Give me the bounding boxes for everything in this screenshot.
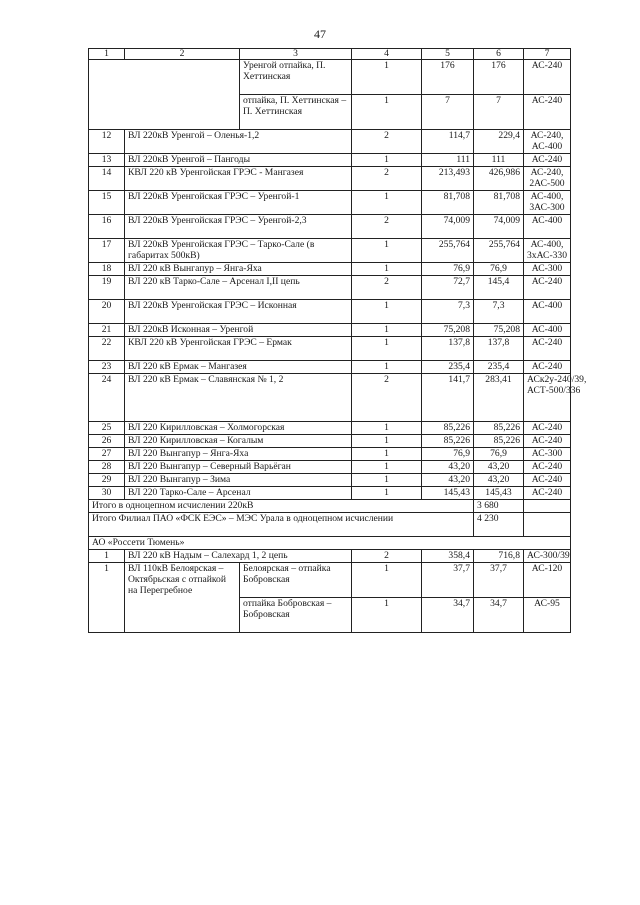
line-name: ВЛ 110кВ Белоярская – Октябрьская с отпайкой на Перегребное: [125, 563, 240, 633]
length-value: 75,208: [422, 324, 474, 337]
circuit-count: 1: [352, 563, 422, 598]
length-value: 76,9: [422, 448, 474, 461]
circuit-count: 1: [352, 324, 422, 337]
column-number: 7: [524, 49, 571, 60]
line-name: ВЛ 220 кВ Тарко-Сале – Арсенал I,II цепь: [125, 276, 352, 300]
wire-type: АС-240: [524, 337, 571, 361]
total-220-label: Итого в одноцепном исчислении 220кВ: [89, 500, 474, 513]
length-value: 74,009: [422, 215, 474, 239]
row-number: 20: [89, 300, 125, 324]
length-value: 34,7: [422, 598, 474, 633]
page-number: 47: [314, 27, 326, 41]
wire-type: АС-240, АС-400: [524, 130, 571, 154]
column-number: 1: [89, 49, 125, 60]
length-total: 235,4: [474, 361, 524, 374]
length-total: 255,764: [474, 239, 524, 263]
length-value: 141,7: [422, 374, 474, 422]
table-row: [89, 215, 571, 239]
line-name: ВЛ 220 кВ Вынгапур – Янга-Яха: [125, 263, 352, 276]
wire-type: АС-400: [524, 215, 571, 239]
line-name: ВЛ 220 кВ Ермак – Мангазея: [125, 361, 352, 374]
length-value: 255,764: [422, 239, 474, 263]
row-number: 26: [89, 435, 125, 448]
length-total: 145,4: [474, 276, 524, 300]
length-total: 137,8: [474, 337, 524, 361]
wire-type: АС-240: [524, 487, 571, 500]
circuit-count: 1: [352, 461, 422, 474]
row-number: 23: [89, 361, 125, 374]
row-number: 18: [89, 263, 125, 276]
table-row: [89, 300, 571, 324]
table-row: [89, 435, 571, 448]
line-name: ВЛ 220кВ Уренгойская ГРЭС – Уренгой-1: [125, 191, 352, 215]
row-number: 1: [89, 550, 125, 563]
table-row: [89, 191, 571, 215]
table-row: [89, 337, 571, 361]
length-total: 229,4: [474, 130, 524, 154]
table-row: [89, 448, 571, 461]
section-name: отпайка Бобровская – Бобровская: [240, 598, 352, 633]
total-branch-label: Итого Филиал ПАО «ФСК ЕЭС» – МЭС Урала в одноцепном исчислении: [89, 513, 474, 537]
circuit-count: 1: [352, 361, 422, 374]
circuit-count: 2: [352, 276, 422, 300]
length-value: 114,7: [422, 130, 474, 154]
wire-type: АС-400: [524, 324, 571, 337]
line-name: КВЛ 220 кВ Уренгойская ГРЭС – Ермак: [125, 337, 352, 361]
length-total: 37,7: [474, 563, 524, 598]
table-row: [89, 154, 571, 167]
wire-type: АС-240: [524, 422, 571, 435]
row-number: 24: [89, 374, 125, 422]
wire-type: АС-240: [524, 95, 571, 130]
wire-type: АС-120: [524, 563, 571, 598]
circuit-count: 2: [352, 215, 422, 239]
circuit-count: 1: [352, 487, 422, 500]
length-value: 145,43: [422, 487, 474, 500]
wire-type: АС-300/39: [524, 550, 571, 563]
table-row: [89, 563, 571, 598]
length-value: 85,226: [422, 435, 474, 448]
row-number: 17: [89, 239, 125, 263]
column-number-row: [89, 49, 571, 60]
table-row: [89, 167, 571, 191]
length-total: 85,226: [474, 422, 524, 435]
row-number: 21: [89, 324, 125, 337]
circuit-count: 1: [352, 435, 422, 448]
line-name: ВЛ 220 Тарко-Сале – Арсенал: [125, 487, 352, 500]
circuit-count: 1: [352, 448, 422, 461]
table-row: [89, 422, 571, 435]
length-total: 145,43: [474, 487, 524, 500]
length-total: 43,20: [474, 474, 524, 487]
length-value: 235,4: [422, 361, 474, 374]
table-row: [89, 550, 571, 563]
section-title: АО «Россети Тюмень»: [89, 537, 571, 550]
line-name: ВЛ 220кВ Исконная – Уренгой: [125, 324, 352, 337]
length-value: 37,7: [422, 563, 474, 598]
wire-type: АС-240: [524, 60, 571, 95]
wire-type: АС-240: [524, 474, 571, 487]
length-total: 74,009: [474, 215, 524, 239]
length-total: 111: [474, 154, 524, 167]
circuit-count: 1: [352, 95, 422, 130]
wire-type: АС-300: [524, 448, 571, 461]
section-name: Белоярская – отпайка Бобровская: [240, 563, 352, 598]
table-row: [89, 461, 571, 474]
line-name: ВЛ 220кВ Уренгой – Оленья-1,2: [125, 130, 352, 154]
row-number: 30: [89, 487, 125, 500]
row-number: 25: [89, 422, 125, 435]
length-total: 75,208: [474, 324, 524, 337]
length-value: 7: [422, 95, 474, 130]
table-row: [89, 263, 571, 276]
circuit-count: 2: [352, 167, 422, 191]
length-value: 81,708: [422, 191, 474, 215]
line-name: ВЛ 220кВ Уренгойская ГРЭС – Исконная: [125, 300, 352, 324]
length-value: 85,226: [422, 422, 474, 435]
table-row: [89, 361, 571, 374]
line-name: ВЛ 220кВ Уренгойская ГРЭС – Уренгой-2,3: [125, 215, 352, 239]
line-name: КВЛ 220 кВ Уренгойская ГРЭС - Мангазея: [125, 167, 352, 191]
circuit-count: 2: [352, 550, 422, 563]
wire-type: АС-240: [524, 461, 571, 474]
wire-type: АСк2у-240/39, АСТ-500/336: [524, 374, 571, 422]
line-name: ВЛ 220 Кирилловская – Когалым: [125, 435, 352, 448]
length-total: 76,9: [474, 448, 524, 461]
circuit-count: 1: [352, 337, 422, 361]
table-row: [89, 276, 571, 300]
table-row: [89, 130, 571, 154]
wire-type: АС-400, 3хАС-330: [524, 239, 571, 263]
wire-type: АС-240, 2АС-500: [524, 167, 571, 191]
length-value: 72,7: [422, 276, 474, 300]
table-row: [89, 374, 571, 422]
row-number: 13: [89, 154, 125, 167]
length-total: 34,7: [474, 598, 524, 633]
length-value: 43,20: [422, 461, 474, 474]
length-total: 176: [474, 60, 524, 95]
column-number: 4: [352, 49, 422, 60]
section-name: отпайка, П. Хеттинская – П. Хеттинская: [240, 95, 352, 130]
circuit-count: 1: [352, 474, 422, 487]
length-total: 7,3: [474, 300, 524, 324]
length-value: 358,4: [422, 550, 474, 563]
wire-type: АС-240: [524, 435, 571, 448]
circuit-count: 2: [352, 374, 422, 422]
wire-type: АС-300: [524, 263, 571, 276]
length-total: 43,20: [474, 461, 524, 474]
row-number: 15: [89, 191, 125, 215]
row-number: 1: [89, 563, 125, 633]
wire-type: АС-95: [524, 598, 571, 633]
wire-type: АС-400: [524, 300, 571, 324]
line-name: ВЛ 220 кВ Ермак – Славянская № 1, 2: [125, 374, 352, 422]
row-number: 29: [89, 474, 125, 487]
power-lines-table: [88, 48, 587, 633]
length-total: 716,8: [474, 550, 524, 563]
length-total: 81,708: [474, 191, 524, 215]
line-name: ВЛ 220 Кирилловская – Холмогорская: [125, 422, 352, 435]
table-row: [89, 324, 571, 337]
row-number: 28: [89, 461, 125, 474]
line-name: ВЛ 220 Вынгапур – Янга-Яха: [125, 448, 352, 461]
column-number: 5: [422, 49, 474, 60]
circuit-count: 1: [352, 154, 422, 167]
section-header-row: [89, 537, 571, 550]
table-row: [89, 239, 571, 263]
circuit-count: 1: [352, 598, 422, 633]
wire-type: АС-240: [524, 276, 571, 300]
row-number: 14: [89, 167, 125, 191]
line-name: ВЛ 220 Вынгапур – Зима: [125, 474, 352, 487]
length-total: 76,9: [474, 263, 524, 276]
length-value: 43,20: [422, 474, 474, 487]
column-number: 6: [474, 49, 524, 60]
circuit-count: 1: [352, 263, 422, 276]
table-row: [89, 474, 571, 487]
circuit-count: 2: [352, 130, 422, 154]
line-name: ВЛ 220кВ Уренгой – Пангоды: [125, 154, 352, 167]
total-row: [89, 500, 571, 513]
total-branch-value: 4 230: [474, 513, 524, 537]
row-number: 12: [89, 130, 125, 154]
length-value: 76,9: [422, 263, 474, 276]
circuit-count: 1: [352, 191, 422, 215]
column-number: 2: [125, 49, 240, 60]
wire-type: АС-400, 3АС-300: [524, 191, 571, 215]
line-name: ВЛ 220 Вынгапур – Северный Варьёган: [125, 461, 352, 474]
length-value: 7,3: [422, 300, 474, 324]
length-value: 176: [422, 60, 474, 95]
length-total: 85,226: [474, 435, 524, 448]
line-name: ВЛ 220 кВ Надым – Салехард 1, 2 цепь: [125, 550, 352, 563]
wire-type: АС-240: [524, 154, 571, 167]
length-value: 137,8: [422, 337, 474, 361]
row-number: 16: [89, 215, 125, 239]
row-number: 19: [89, 276, 125, 300]
circuit-count: 1: [352, 422, 422, 435]
section-name: Уренгой отпайка, П. Хеттинская: [240, 60, 352, 95]
line-name: ВЛ 220кВ Уренгойская ГРЭС – Тарко-Сале (в габаритах 500кВ): [125, 239, 352, 263]
length-value: 213,493: [422, 167, 474, 191]
circuit-count: 1: [352, 60, 422, 95]
length-total: 283,41: [474, 374, 524, 422]
length-value: 111: [422, 154, 474, 167]
total-row: [89, 513, 571, 537]
column-number: 3: [240, 49, 352, 60]
length-total: 7: [474, 95, 524, 130]
table-row: [89, 60, 571, 95]
row-number: 22: [89, 337, 125, 361]
row-number: 27: [89, 448, 125, 461]
circuit-count: 1: [352, 300, 422, 324]
table-row: [89, 487, 571, 500]
length-total: 426,986: [474, 167, 524, 191]
wire-type: АС-240: [524, 361, 571, 374]
circuit-count: 1: [352, 239, 422, 263]
total-220-value: 3 680: [474, 500, 524, 513]
